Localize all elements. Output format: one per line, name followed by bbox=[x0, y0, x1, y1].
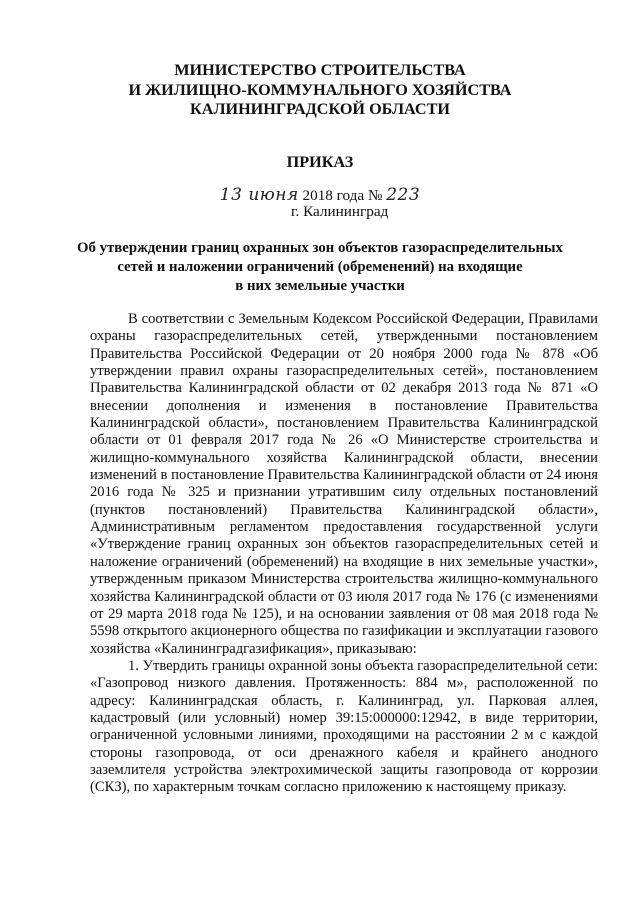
order-subject bbox=[0, 239, 640, 296]
ministry-line-2: И ЖИЛИЩНО-КОММУНАЛЬНОГО ХОЗЯЙСТВА bbox=[128, 80, 512, 99]
subject-line-3: в них земельные участки bbox=[235, 278, 405, 294]
subject-line-2: сетей и наложении ограничений (обременений) на входящие bbox=[117, 259, 523, 275]
body-paragraph-item-1: 1. Утвердить границы охранной зоны объекта газораспределительной сети: «Газопровод низкого давления. Протяженность: 884 м», расположенной по адресу: Калининградская область, г. Калининград, ул. Парковая аллея, кадастровый (или условный) номер 39:15:000000:12942, в виде территории, ограниченной условными линиями, проходящими на расстоянии 2 м с каждой стороны газопровода, от оси дренажного кабеля и крайнего анодного заземлителя устройства электрохимической защиты газопровода от коррозии (СКЗ), по характерным точкам согласно приложению к настоящему приказу. bbox=[90, 657, 598, 796]
ministry-header bbox=[0, 61, 640, 120]
order-city: г. Калининград bbox=[291, 203, 389, 220]
handwritten-date: 13 июня bbox=[219, 185, 299, 205]
subject-line-1: Об утверждении границ охранных зон объектов газораспределительных bbox=[77, 240, 563, 256]
body-paragraph-preamble: В соответствии с Земельным Кодексом Российской Федерации, Правилами охраны газораспределительных сетей, утвержденными постановлением Правительства Российской Федерации от 20 ноября 2000 года № 878 «Об утверждении правил охраны газораспределительных сетей», постановлением Правительства Калининградской области от 02 декабря 2013 года № 871 «О внесении дополнения и изменения в постановление Правительства Калининградской области», постановлением Правительства Калининградской области от 01 февраля 2017 года № 26 «О Министерстве строительства и жилищно-коммунального хозяйства Калининградской области, внесении изменений в постановление Правительства Калининградской области от 24 июня 2016 года № 325 и признании утратившим силу отдельных постановлений (пунктов постановлений) Правительства Калининградской области», Административным регламентом предоставления государственной услуги «Утверждение границ охранных зон объектов газораспределительных сетей и наложение ограничений (обременений) на входящие в них земельные участки», утвержденным приказом Министерства строительства жилищно-коммунального хозяйства Калининградской области от 03 июля 2017 года № 176 (с изменениями от 29 марта 2018 года № 125), и на основании заявления от 08 мая 2018 года № 5598 открытого акционерного общества по газификации и эксплуатации газового хозяйства «Калининградгазификация», приказываю: bbox=[90, 311, 598, 657]
handwritten-order-number: 223 bbox=[386, 185, 421, 205]
order-title: ПРИКАЗ bbox=[286, 153, 354, 171]
order-year-text: 2018 года № bbox=[302, 187, 383, 204]
ministry-line-3: КАЛИНИНГРАДСКОЙ ОБЛАСТИ bbox=[190, 100, 450, 118]
ministry-line-1: МИНИСТЕРСТВО СТРОИТЕЛЬСТВА bbox=[174, 61, 466, 79]
order-body bbox=[90, 311, 598, 797]
order-date-number-line bbox=[0, 185, 640, 205]
